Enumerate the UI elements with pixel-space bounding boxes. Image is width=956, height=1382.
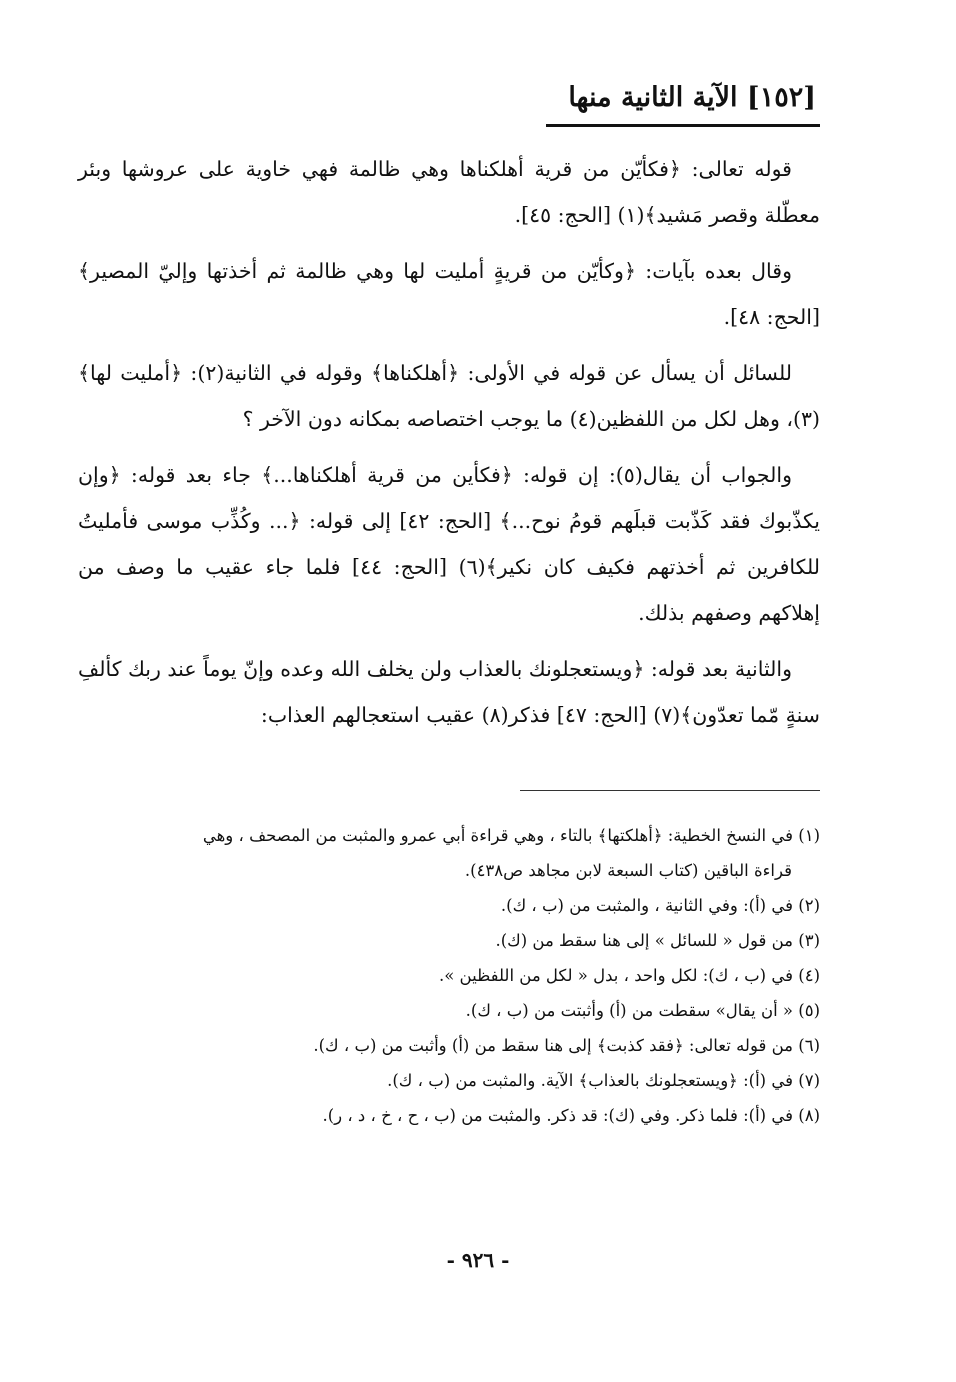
section-title: [١٥٢] الآية الثانية منها	[568, 82, 816, 113]
footnotes	[78, 818, 820, 1133]
paragraph: والجواب أن يقال(٥): إن قوله: ﴿فكأين من قرية أهلكناها...﴾ جاء بعد قوله: ﴿وإن يكذّبوك فقد كَذّبت قبلَهم قومُ نوح...﴾ [الحج: ٤٢] إلى قوله: ﴿... وكُذِّب موسى فأمليتُ للكافرين ثم أخذتهم فكيف كان نكير﴾(٦) [الحج: ٤٤] فلما جاء عقيب ما وصف من إهلاكهم وصفهم بذلك.	[78, 463, 820, 625]
paragraph: والثانية بعد قوله: ﴿ويستعجلونك بالعذاب ولن يخلف الله وعده وإنّ يوماً عند ربك كألفِ سنةٍ مّما تعدّون﴾(٧) [الحج: ٤٧] فذكر(٨) عقيب استعجالهم العذاب:	[78, 657, 820, 727]
footnote: (٢) في (أ): وفي الثانية ، والمثبت من (ب ، ك).	[500, 896, 820, 915]
main-text	[78, 146, 820, 748]
footnote: (١) في النسخ الخطية: ﴿أهلكتها﴾ بالتاء ، وهي قراءة أبي عمرو والمثبت من المصحف ، وهي	[202, 826, 820, 845]
footnote: (٣) من قول « للسائل » إلى هنا سقط من (ك).	[495, 931, 820, 950]
footnote: (٤) في (ب ، ك): لكل واحد ، بدل « لكل من اللفظين ».	[438, 966, 820, 985]
paragraph: وقال بعده بآيات: ﴿وكأيّن من قريةٍ أمليت لها وهي ظالمة ثم أخذتها وإليّ المصير﴾ [الحج: ٤٨].	[78, 259, 820, 329]
paragraph: للسائل أن يسأل عن قوله في الأولى: ﴿أهلكناها﴾ وقوله في الثانية(٢): ﴿أمليت لها﴾(٣)، وهل لكل من اللفظين(٤) ما يوجب اختصاصه بمكانه دون الآخر ؟	[78, 361, 820, 431]
footnote-continuation: قراءة الباقين (كتاب السبعة لابن مجاهد ص٤٣٨).	[464, 861, 792, 880]
page-number: - ٩٢٦ -	[446, 1248, 510, 1272]
footnote: (٦) من قوله تعالى: ﴿فقد كذبت﴾ إلى هنا سقط من (أ) وأثبت من (ب ، ك).	[313, 1036, 820, 1055]
footnote: (٧) في (أ): ﴿ويستعجلونك بالعذاب﴾ الآية. والمثبت من (ب ، ك).	[387, 1071, 820, 1090]
footnote: (٥) « أن يقال» سقطت من (أ) وأثبتت من (ب ، ك).	[465, 1001, 820, 1020]
footnote-divider	[520, 790, 820, 791]
footnote: (٨) في (أ): فلما ذكر. وفي (ك): قد ذكر. والمثبت من (ب ، ح ، خ ، د ، ر).	[322, 1106, 820, 1125]
paragraph: قوله تعالى: ﴿فكأيّن من قرية أهلكناها وهي ظالمة فهي خاوية على عروشها وبئر معطّلة وقصر مَشيد﴾(١) [الحج: ٤٥].	[78, 157, 820, 227]
title-underline	[546, 124, 820, 127]
